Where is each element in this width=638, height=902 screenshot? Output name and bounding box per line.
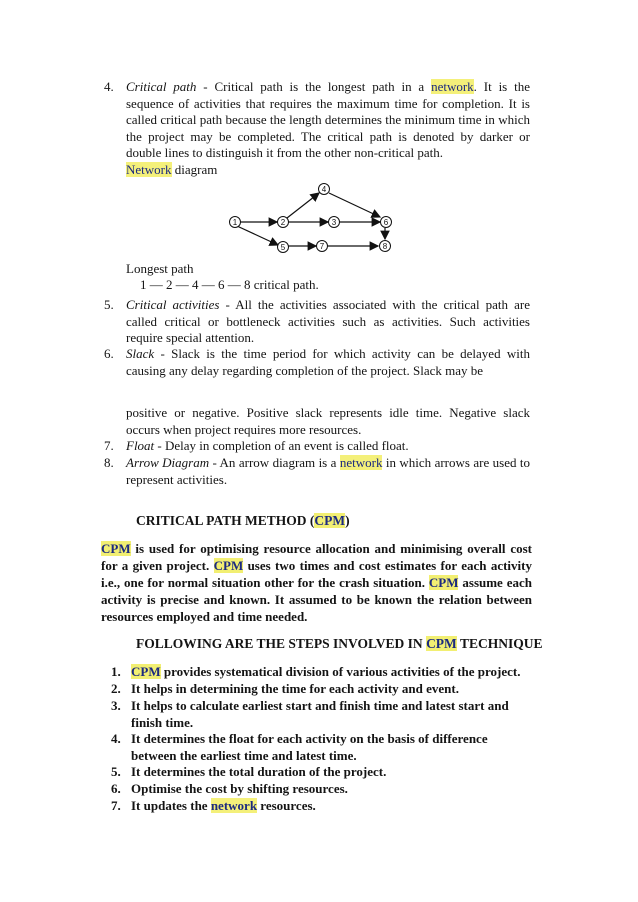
step-number-5: 5. bbox=[111, 764, 121, 779]
highlight-network-link[interactable]: network bbox=[431, 79, 474, 94]
step-4: It determines the float for each activity on the basis of difference between the earliest time and latest time. bbox=[131, 731, 488, 763]
term-float: Float bbox=[126, 438, 155, 453]
step-6: Optimise the cost by shifting resources. bbox=[131, 781, 348, 796]
node-5-label: 5 bbox=[280, 243, 286, 252]
item-number-7: 7. bbox=[104, 438, 114, 453]
heading-text: TECHNIQUE bbox=[456, 636, 543, 651]
text-part: assume each activity is precise and known. It assumed to be known the relation between resources employed and time needed. bbox=[101, 575, 532, 624]
item-number-8: 8. bbox=[104, 455, 114, 470]
item-number-4: 4. bbox=[104, 79, 114, 94]
step-number-2: 2. bbox=[111, 681, 121, 696]
longest-path-label: Longest path bbox=[126, 261, 194, 276]
network-diagram bbox=[220, 178, 400, 256]
node-6-label: 6 bbox=[383, 218, 389, 227]
node-8-label: 8 bbox=[382, 242, 388, 251]
term-critical-path: Critical path bbox=[126, 79, 197, 94]
step-7 bbox=[131, 798, 535, 815]
edge-4-6 bbox=[329, 193, 380, 217]
highlight-cpm[interactable]: CPM bbox=[131, 664, 161, 679]
text-part: Critical path is the longest path in a bbox=[214, 79, 432, 94]
highlight-cpm[interactable]: CPM bbox=[314, 513, 346, 528]
step-number-4: 4. bbox=[111, 731, 121, 746]
text-part: . It is the sequence of activities that requires the maximum time for completion. It is called critical path because the length determines the minimum time in which the project may be completed. The critical path is denoted by darker or double lines to distinguish it from the other non-critical path. bbox=[126, 79, 530, 160]
node-1-label: 1 bbox=[232, 218, 238, 227]
highlight-cpm[interactable]: CPM bbox=[428, 575, 459, 590]
text-part: - Delay in completion of an event is called float. bbox=[154, 438, 409, 453]
critical-activities-paragraph bbox=[126, 297, 530, 347]
term-arrow-diagram: Arrow Diagram bbox=[126, 455, 210, 470]
item-number-6: 6. bbox=[104, 346, 114, 361]
separator: - bbox=[196, 79, 215, 94]
step-2: It helps in determining the time for each activity and event. bbox=[131, 681, 459, 696]
text-part: - Slack is the time period for which activity can be delayed with causing any delay regarding completion of the project. Slack may be bbox=[126, 346, 530, 378]
slack-continuation: positive or negative. Positive slack represents idle time. Negative slack occurs when project requires more resources. bbox=[126, 405, 530, 437]
edge-2-4 bbox=[287, 193, 319, 218]
text-part: is used for optimising resource allocation and minimising overall cost for a given project. bbox=[101, 541, 532, 573]
arrow-diagram-paragraph bbox=[126, 455, 530, 488]
text-part: It updates the bbox=[131, 798, 211, 813]
edge-1-5 bbox=[237, 226, 278, 245]
node-2-label: 2 bbox=[280, 218, 286, 227]
step-5: It determines the total duration of the project. bbox=[131, 764, 387, 779]
critical-path-sequence: 1 — 2 — 4 — 6 — 8 critical path. bbox=[140, 277, 319, 292]
highlight-cpm[interactable]: CPM bbox=[426, 636, 457, 651]
text-part: uses two times and cost estimates for each activity i.e., one for normal situation other for the crash situation. bbox=[101, 558, 532, 590]
slack-paragraph bbox=[126, 346, 530, 379]
highlight-cpm[interactable]: CPM bbox=[101, 541, 131, 556]
heading-text: FOLLOWING ARE THE STEPS INVOLVED IN bbox=[136, 636, 427, 651]
highlight-network-link[interactable]: network bbox=[339, 455, 383, 470]
node-4-label: 4 bbox=[321, 185, 327, 194]
text-part: resources. bbox=[257, 798, 316, 813]
node-7-label: 7 bbox=[319, 242, 325, 251]
text-part: - All the activities associated with the critical path are called critical or bottleneck activities such as activities. Such activities require special attention. bbox=[126, 297, 530, 345]
highlight-cpm[interactable]: CPM bbox=[213, 558, 244, 573]
step-number-1: 1. bbox=[111, 664, 121, 679]
highlight-network-link[interactable]: network bbox=[210, 798, 258, 813]
highlight-network-link[interactable]: Network bbox=[126, 161, 172, 177]
step-1 bbox=[131, 664, 535, 681]
cpm-paragraph bbox=[101, 540, 532, 625]
critical-path-paragraph bbox=[126, 79, 530, 178]
heading-text: ) bbox=[345, 513, 350, 528]
item-number-5: 5. bbox=[104, 297, 114, 312]
term-slack: Slack bbox=[126, 346, 155, 361]
step-number-6: 6. bbox=[111, 781, 121, 796]
step-number-7: 7. bbox=[111, 798, 121, 813]
node-3-label: 3 bbox=[331, 218, 337, 227]
heading-text: CRITICAL PATH METHOD ( bbox=[136, 513, 315, 528]
step-3: It helps to calculate earliest start and finish time and latest start and finish time. bbox=[131, 698, 509, 730]
text-part: diagram bbox=[171, 161, 218, 177]
text-part: - An arrow diagram is a bbox=[209, 455, 340, 470]
text-part: provides systematical division of various activities of the project. bbox=[160, 664, 521, 679]
cpm-heading bbox=[136, 513, 350, 529]
term-critical-activities: Critical activities bbox=[126, 297, 220, 312]
steps-heading bbox=[136, 636, 542, 652]
float-paragraph bbox=[126, 438, 530, 455]
text-part: in which arrows are used to represent activities. bbox=[126, 455, 530, 487]
step-number-3: 3. bbox=[111, 698, 121, 713]
